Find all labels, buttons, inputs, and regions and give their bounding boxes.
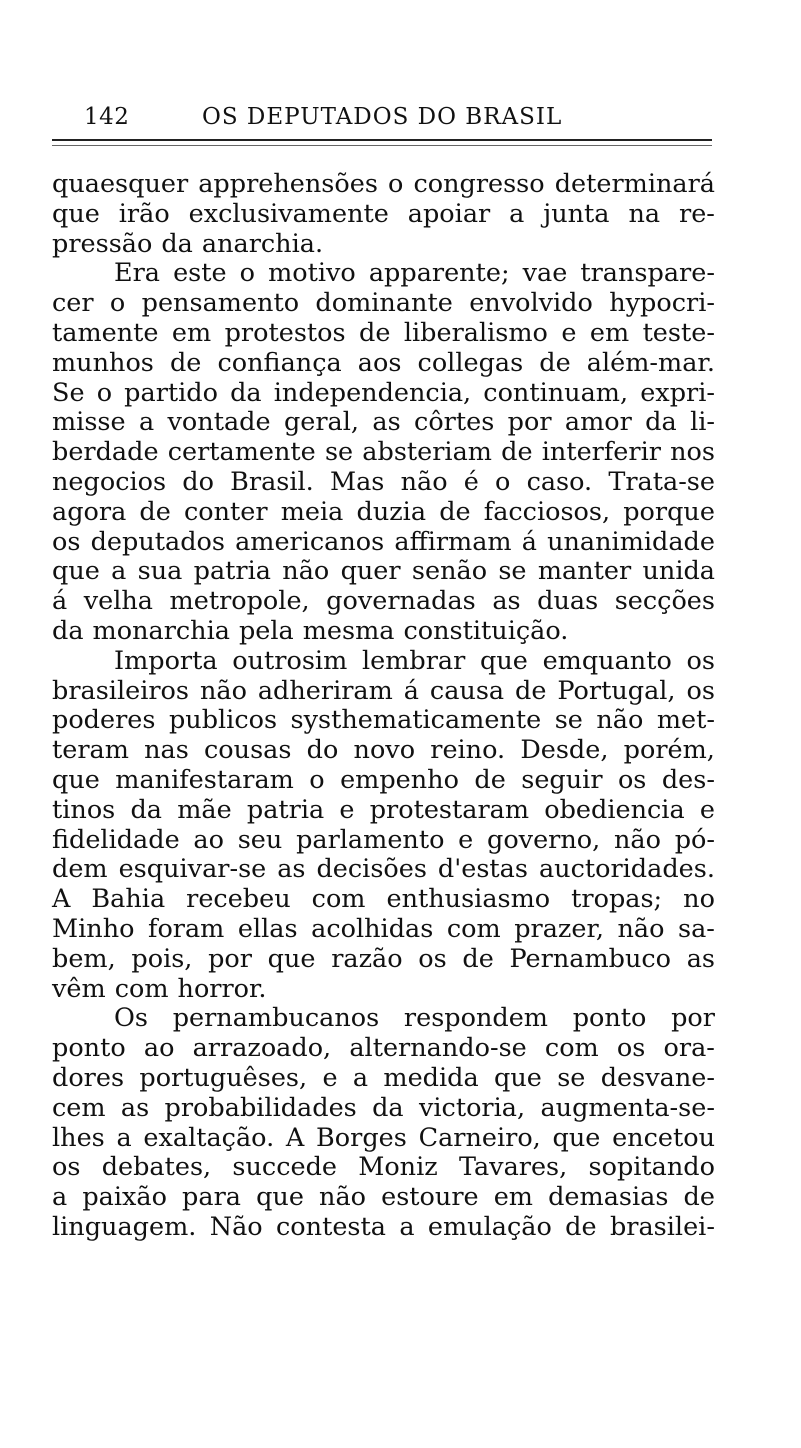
word: conter: [183, 496, 268, 527]
word: augmenta-se-: [540, 1092, 715, 1123]
word: vêm: [52, 973, 106, 1004]
word: empenho: [340, 764, 459, 795]
word: teram: [52, 735, 129, 766]
word: o: [388, 169, 404, 199]
word: probabilidades: [164, 1092, 357, 1123]
word: d'estas: [437, 854, 528, 885]
word: apoiar: [407, 198, 491, 229]
word: berdade: [52, 437, 159, 468]
word: dores: [52, 1062, 125, 1093]
word: interferir: [541, 437, 661, 468]
text-line: [52, 379, 715, 409]
word: se: [498, 556, 527, 587]
text-line: [52, 557, 715, 587]
word: que: [267, 943, 316, 974]
word: á: [403, 675, 419, 706]
word: e: [699, 794, 715, 825]
word: bem,: [52, 943, 116, 974]
word: encetou: [612, 1122, 715, 1153]
word: manifestaram: [115, 764, 294, 795]
word: transpare-: [580, 258, 715, 289]
word: com: [544, 1033, 599, 1064]
word: de: [474, 764, 506, 795]
word: enthusiasmo: [386, 884, 551, 915]
text-line: [52, 1153, 715, 1183]
word: publicos: [168, 705, 278, 736]
word: apparente;: [368, 258, 510, 289]
word: á: [521, 526, 537, 557]
word: Carneiro,: [418, 1122, 541, 1153]
word: geral,: [283, 407, 360, 438]
word: pernambucanos: [172, 1003, 380, 1034]
word: lembrar: [361, 645, 466, 676]
word: Pernambuco: [509, 943, 672, 974]
word: liberalismo: [403, 317, 548, 348]
word: tinos: [52, 794, 116, 825]
word: com: [114, 973, 169, 1004]
word: tropas;: [571, 884, 663, 915]
word: os: [616, 1033, 646, 1064]
word: que: [480, 645, 528, 676]
word: os: [52, 526, 81, 557]
word: por: [671, 1003, 715, 1034]
word: brasileiros: [52, 675, 189, 706]
word: partido: [124, 377, 218, 408]
word: de: [139, 496, 171, 527]
word: pois,: [131, 943, 193, 974]
word: de: [462, 943, 494, 974]
word: de: [359, 317, 391, 348]
word: outrosim: [232, 645, 348, 676]
word: ellas: [237, 913, 298, 944]
word: Os: [114, 1003, 148, 1034]
word: e: [339, 794, 355, 825]
word: collegas: [417, 347, 524, 378]
word: á: [52, 586, 68, 617]
word: cousas: [204, 735, 292, 766]
text-line: [52, 796, 715, 826]
word: meia: [280, 496, 344, 527]
word: os: [686, 675, 715, 706]
text-line: [52, 1064, 715, 1094]
word: em: [493, 1182, 533, 1213]
word: as: [492, 586, 521, 617]
word: não: [613, 824, 661, 855]
word: americanos: [235, 526, 385, 557]
word: misse: [52, 407, 126, 438]
text-line: [52, 1094, 715, 1124]
word: de: [683, 1182, 715, 1213]
word: para: [182, 1182, 241, 1213]
word: certamente: [167, 437, 316, 468]
word: protestos: [224, 317, 346, 348]
word: hypocri-: [609, 288, 715, 319]
word: independencia,: [273, 377, 472, 408]
word: Brasil.: [230, 466, 314, 497]
word: no: [683, 884, 715, 915]
word: do: [182, 466, 214, 497]
word: fidelidade: [52, 824, 180, 855]
word: ponto: [572, 1003, 647, 1034]
word: contesta: [276, 1211, 386, 1242]
word: é: [463, 466, 479, 497]
word: se: [554, 705, 583, 736]
word: vontade: [167, 407, 271, 438]
text-line: [52, 855, 715, 885]
word: a: [52, 1182, 68, 1213]
word: da: [372, 1092, 404, 1123]
word: amor: [564, 407, 632, 438]
word: decisões: [316, 854, 427, 885]
word: A: [285, 1122, 305, 1153]
word: alternando-se: [349, 1033, 527, 1064]
text-line: [52, 736, 715, 766]
text-line: [52, 408, 715, 438]
word: deputados: [90, 526, 225, 557]
text-line: [52, 259, 715, 289]
word: mãe: [177, 794, 232, 825]
word: não: [617, 913, 665, 944]
word: dominante: [315, 288, 453, 319]
word: de: [439, 496, 471, 527]
word: governadas: [326, 586, 476, 617]
word: por: [507, 407, 552, 438]
text-line: [52, 975, 715, 1005]
word: e: [561, 317, 577, 348]
text-line: [52, 1004, 715, 1034]
word: expri-: [640, 377, 715, 408]
word: acolhidas: [311, 913, 434, 944]
word: razão: [331, 943, 403, 974]
word: ponto: [52, 1033, 126, 1064]
word: se: [324, 437, 354, 468]
word: velha: [83, 586, 154, 617]
word: a: [509, 198, 525, 229]
word: da: [645, 407, 677, 438]
word: sopitando: [588, 1152, 715, 1183]
word: horror.: [177, 973, 267, 1004]
word: de: [565, 1211, 597, 1242]
running-title: OS DEPUTADOS DO BRASIL: [202, 104, 563, 130]
word: prazer,: [514, 913, 604, 944]
word: com: [446, 913, 501, 944]
word: as: [120, 1092, 150, 1123]
word: desvane-: [600, 1062, 715, 1093]
word: Moniz: [358, 1152, 438, 1183]
word: da: [130, 794, 162, 825]
word: estoure: [381, 1182, 479, 1213]
word: mesma: [302, 615, 395, 646]
word: reino.: [430, 735, 506, 766]
word: determinará: [554, 169, 715, 199]
word: patria: [193, 556, 271, 587]
word: causa: [429, 675, 505, 706]
word: Importa: [114, 645, 218, 676]
word: Trata-se: [608, 466, 715, 497]
word: ora-: [663, 1033, 715, 1064]
text-line: [52, 885, 715, 915]
word: esquivar-se: [118, 854, 267, 885]
word: junta: [543, 198, 610, 229]
word: respondem: [403, 1003, 548, 1034]
word: que: [494, 1062, 542, 1093]
word: que: [52, 556, 100, 587]
text-line: [52, 1213, 715, 1243]
word: Mas: [329, 466, 385, 497]
word: as: [372, 407, 401, 438]
text-line: [52, 1124, 715, 1154]
word: unanimidade: [547, 526, 715, 557]
word: ao: [193, 824, 224, 855]
word: pressão: [52, 228, 153, 259]
word: victoria,: [418, 1092, 526, 1123]
word: continuam,: [483, 377, 629, 408]
word: munhos: [52, 347, 154, 378]
word: que: [552, 1122, 601, 1153]
word: seu: [237, 824, 283, 855]
word: quer: [340, 556, 401, 587]
word: que: [52, 198, 100, 229]
word: re-: [679, 198, 715, 229]
word: manter: [537, 556, 632, 587]
text-line: [52, 438, 715, 468]
word: de: [539, 347, 571, 378]
word: sa-: [678, 913, 715, 944]
word: não: [400, 466, 448, 497]
word: agora: [52, 496, 127, 527]
word: pó-: [674, 824, 715, 855]
word: porque: [623, 496, 715, 527]
word: vae: [522, 258, 568, 289]
word: da: [161, 228, 193, 259]
word: absteriam: [362, 437, 492, 468]
word: os: [52, 1152, 81, 1183]
word: com: [311, 884, 366, 915]
word: tamente: [52, 317, 159, 348]
word: foram: [148, 913, 225, 944]
word: de: [169, 347, 202, 378]
word: duas: [537, 586, 599, 617]
text-line: [52, 319, 715, 349]
word: motivo: [268, 258, 356, 289]
word: lhes: [52, 1122, 105, 1153]
word: e: [458, 824, 474, 855]
word: portuguêses,: [139, 1062, 308, 1093]
word: os: [418, 943, 447, 974]
word: Portugal,: [557, 675, 676, 706]
word: em: [171, 317, 212, 348]
text-line: [52, 647, 715, 677]
word: medida: [383, 1062, 479, 1093]
word: met-: [656, 705, 715, 736]
word: novo: [353, 735, 416, 766]
text-line: [52, 498, 715, 528]
word: arrazoado,: [192, 1033, 332, 1064]
word: além-mar.: [586, 347, 715, 378]
word: na: [628, 198, 661, 229]
word: o: [239, 258, 256, 289]
text-line: [52, 766, 715, 796]
word: succede: [232, 1152, 337, 1183]
word: constituição.: [403, 615, 569, 646]
word: secções: [614, 586, 715, 617]
word: de: [515, 675, 547, 706]
text-line: [52, 826, 715, 856]
word: apprehensões: [198, 169, 378, 199]
word: metropole,: [169, 586, 310, 617]
word: o: [109, 288, 126, 319]
text-line: [52, 528, 715, 558]
text-line: [52, 945, 715, 975]
text-line: [52, 170, 715, 200]
word: cem: [52, 1092, 106, 1123]
word: Desde,: [520, 735, 609, 766]
word: emulação: [427, 1211, 552, 1242]
word: caso.: [526, 466, 593, 497]
word: quaesquer: [52, 169, 189, 199]
text-line: [52, 915, 715, 945]
word: aos: [357, 347, 402, 378]
word: emquanto: [542, 645, 672, 676]
word: systhematicamente: [290, 705, 542, 736]
word: porém,: [623, 735, 715, 766]
word: Borges: [316, 1122, 407, 1153]
word: este: [173, 258, 227, 289]
word: Bahia: [91, 884, 166, 915]
text-line: [52, 349, 715, 379]
text-line: [52, 468, 715, 498]
word: sua: [137, 556, 183, 587]
word: adheriram: [257, 675, 393, 706]
word: pensamento: [141, 288, 300, 319]
body-text: [52, 170, 715, 1243]
word: de: [501, 437, 533, 468]
word: teste-: [642, 317, 715, 348]
word: Se: [52, 377, 85, 408]
word: dem: [52, 854, 108, 885]
word: poderes: [52, 705, 156, 736]
word: o: [495, 466, 511, 497]
text-line: [52, 617, 715, 647]
word: exaltação.: [143, 1122, 275, 1153]
page-header: [84, 104, 714, 136]
word: da: [230, 377, 262, 408]
word: as: [277, 854, 306, 885]
word: não: [282, 556, 330, 587]
word: obediencia: [544, 794, 685, 825]
word: unida: [642, 556, 715, 587]
word: em: [589, 317, 630, 348]
word: paixão: [82, 1182, 167, 1213]
word: protestaram: [369, 794, 530, 825]
word: nos: [670, 437, 715, 468]
page-number: 142: [84, 104, 130, 130]
word: o: [309, 764, 325, 795]
word: demasias: [548, 1182, 669, 1213]
text-line: [52, 706, 715, 736]
word: governo,: [487, 824, 601, 855]
word: que: [256, 1182, 304, 1213]
word: cer: [52, 288, 94, 319]
word: facciosos,: [483, 496, 611, 527]
word: a: [116, 1122, 132, 1153]
word: recebeu: [186, 884, 291, 915]
text-line: [52, 1183, 715, 1213]
word: por: [208, 943, 252, 974]
word: monarchia: [92, 615, 230, 646]
word: A: [52, 884, 71, 915]
word: não: [596, 705, 644, 736]
text-line: [52, 1034, 715, 1064]
word: não: [199, 675, 247, 706]
word: o: [96, 377, 113, 408]
header-rule: [52, 139, 712, 141]
word: os: [617, 764, 647, 795]
word: congresso: [413, 169, 545, 199]
word: auctoridades.: [538, 854, 715, 885]
word: envolvido: [469, 288, 593, 319]
text-line: [52, 230, 715, 260]
word: os: [686, 645, 715, 676]
word: debates,: [101, 1152, 212, 1183]
word: a: [399, 1211, 415, 1242]
word: negocios: [52, 466, 167, 497]
word: confiança: [217, 347, 342, 378]
word: duzia: [356, 496, 427, 527]
header-rule-thin: [52, 145, 712, 146]
word: pela: [238, 615, 294, 646]
word: as: [686, 943, 715, 974]
word: nas: [144, 735, 189, 766]
word: seguir: [521, 764, 603, 795]
word: li-: [690, 407, 715, 438]
word: a: [111, 556, 127, 587]
word: affirmam: [394, 526, 512, 557]
word: Tavares,: [458, 1152, 568, 1183]
word: brasilei-: [609, 1211, 715, 1242]
text-line: [52, 677, 715, 707]
word: Não: [209, 1211, 263, 1242]
word: linguagem.: [52, 1211, 197, 1242]
word: a: [138, 407, 155, 438]
word: não: [319, 1182, 367, 1213]
word: Minho: [52, 913, 135, 944]
word: e: [322, 1062, 338, 1093]
word: ao: [143, 1033, 175, 1064]
word: da: [52, 615, 84, 646]
text-line: [52, 200, 715, 230]
word: do: [306, 735, 339, 766]
text-line: [52, 587, 715, 617]
word: des-: [661, 764, 715, 795]
word: a: [352, 1062, 369, 1093]
word: côrtes: [414, 407, 495, 438]
word: senão: [411, 556, 488, 587]
word: Era: [114, 258, 161, 289]
word: exclusivamente: [188, 198, 389, 229]
word: que: [52, 764, 100, 795]
word: irão: [118, 198, 170, 229]
text-line: [52, 289, 715, 319]
word: patria: [246, 794, 325, 825]
word: anarchia.: [201, 228, 324, 259]
word: se: [557, 1062, 586, 1093]
word: parlamento: [296, 824, 445, 855]
